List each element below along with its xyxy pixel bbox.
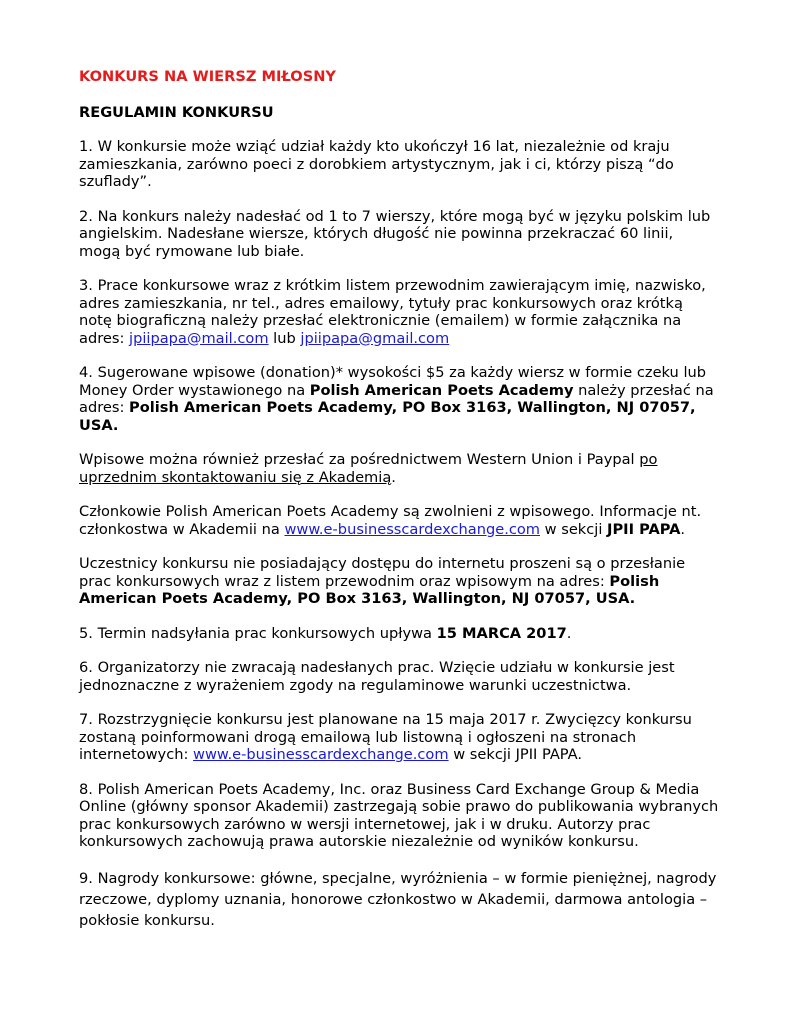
payment-note-text: Wpisowe można również przesłać za pośrednictwem Western Union i Paypal	[79, 451, 640, 468]
rule-5	[79, 625, 719, 643]
rule-6: 6. Organizatorzy nie zwracają nadesłanych prac. Wzięcie udziału w konkursie jest jednoznaczne z wyrażeniem zgody na regulaminowe warunki uczestnictwa.	[79, 659, 675, 694]
rule-1: 1. W konkursie może wziąć udział każdy kto ukończył 16 lat, niezależnie od kraju zamieszkania, zarówno poeci z dorobkiem artystycznym, jak i ci, którzy piszą “do szuflady”.	[79, 138, 674, 190]
email-link-mail[interactable]: jpiipapa@mail.com	[129, 329, 269, 347]
members-note-section: JPII PAPA	[607, 520, 681, 538]
rule-7-text: 7. Rozstrzygnięcie konkursu jest planowane na 15 maja 2017 r. Zwycięzcy konkursu zostaną poinformowani drogą emailową lub listowną i ogłoszeni na stronach internetowych:	[79, 711, 692, 763]
rule-7-end: w sekcji JPII PAPA.	[448, 746, 583, 763]
offline-note-address: Polish American Poets Academy, PO Box 3163, Wallington, NJ 07057, USA.	[79, 572, 660, 607]
rule-4-org: Polish American Poets Academy	[309, 381, 574, 399]
document-page	[79, 68, 719, 948]
offline-note	[79, 555, 719, 608]
rules-heading: REGULAMIN KONKURSU	[79, 103, 274, 121]
rule-4-text-b: należy przesłać na adres:	[79, 381, 714, 416]
members-note-end: .	[680, 520, 686, 538]
payment-note-end: .	[391, 468, 396, 486]
members-note-text: Członkowie Polish American Poets Academy są zwolnieni z wpisowego. Informacje nt. członkostwa w Akademii na	[79, 503, 702, 538]
offline-note-text: Uczestnicy konkursu nie posiadający dostępu do internetu proszeni są o przesłanie prac konkursowych wraz z listem przewodnim oraz wpisowym na adres:	[79, 555, 686, 590]
rule-2: 2. Na konkurs należy nadesłać od 1 to 7 wierszy, które mogą być w języku polskim lub angielskim. Nadesłane wiersze, których długość nie powinna przekraczać 60 linii, mogą być rymowane lub białe.	[79, 207, 711, 260]
website-link-2[interactable]: www.e-businesscardexchange.com	[193, 746, 449, 763]
payment-note-underlined: po uprzednim skontaktowaniu się z Akademią	[79, 451, 658, 486]
rule-4-address: Polish American Poets Academy, PO Box 3163, Wallington, NJ 07057, USA.	[79, 399, 696, 434]
rule-3-separator: lub	[268, 329, 301, 347]
rule-8: 8. Polish American Poets Academy, Inc. oraz Business Card Exchange Group & Media Online (główny sponsor Akademii) zastrzegają sobie prawo do publikowania wybranych prac konkursowych zarówno w wersji internetowej, jak i w druku. Autorzy prac konkursowych zachowują prawa autorskie niezależnie od wyników konkursu.	[79, 780, 719, 850]
rule-5-end: .	[566, 624, 572, 642]
rule-3	[79, 277, 719, 347]
website-link[interactable]: www.e-businesscardexchange.com	[284, 520, 540, 538]
payment-note	[79, 451, 719, 486]
email-link-gmail[interactable]: jpiipapa@gmail.com	[300, 329, 450, 347]
deadline-date: 15 MARCA 2017	[436, 624, 567, 642]
rule-5-text: 5. Termin nadsyłania prac konkursowych upływa	[79, 624, 437, 642]
rule-9: 9. Nagrody konkursowe: główne, specjalne, wyróżnienia – w formie pieniężnej, nagrody rzeczowe, dyplomy uznania, honorowe członkostwo w Akademii, darmowa antologia – pokłosie konkursu.	[79, 869, 717, 929]
rule-7	[79, 711, 719, 764]
rule-3-text: 3. Prace konkursowe wraz z krótkim listem przewodnim zawierającym imię, nazwisko, adres zamieszkania, nr tel., adres emailowy, tytuły prac konkursowych oraz krótką notę biograficzną należy przesłać elektronicznie (emailem) w formie załącznika na adres:	[79, 277, 706, 347]
rule-4	[79, 364, 719, 434]
members-note	[79, 503, 719, 538]
members-note-text-b: w sekcji	[540, 520, 608, 538]
page-title: KONKURS NA WIERSZ MIŁOSNY	[79, 68, 337, 85]
rule-4-text-a: 4. Sugerowane wpisowe (donation)* wysokości $5 za każdy wiersz w formie czeku lub Money Order wystawionego na	[79, 364, 707, 399]
